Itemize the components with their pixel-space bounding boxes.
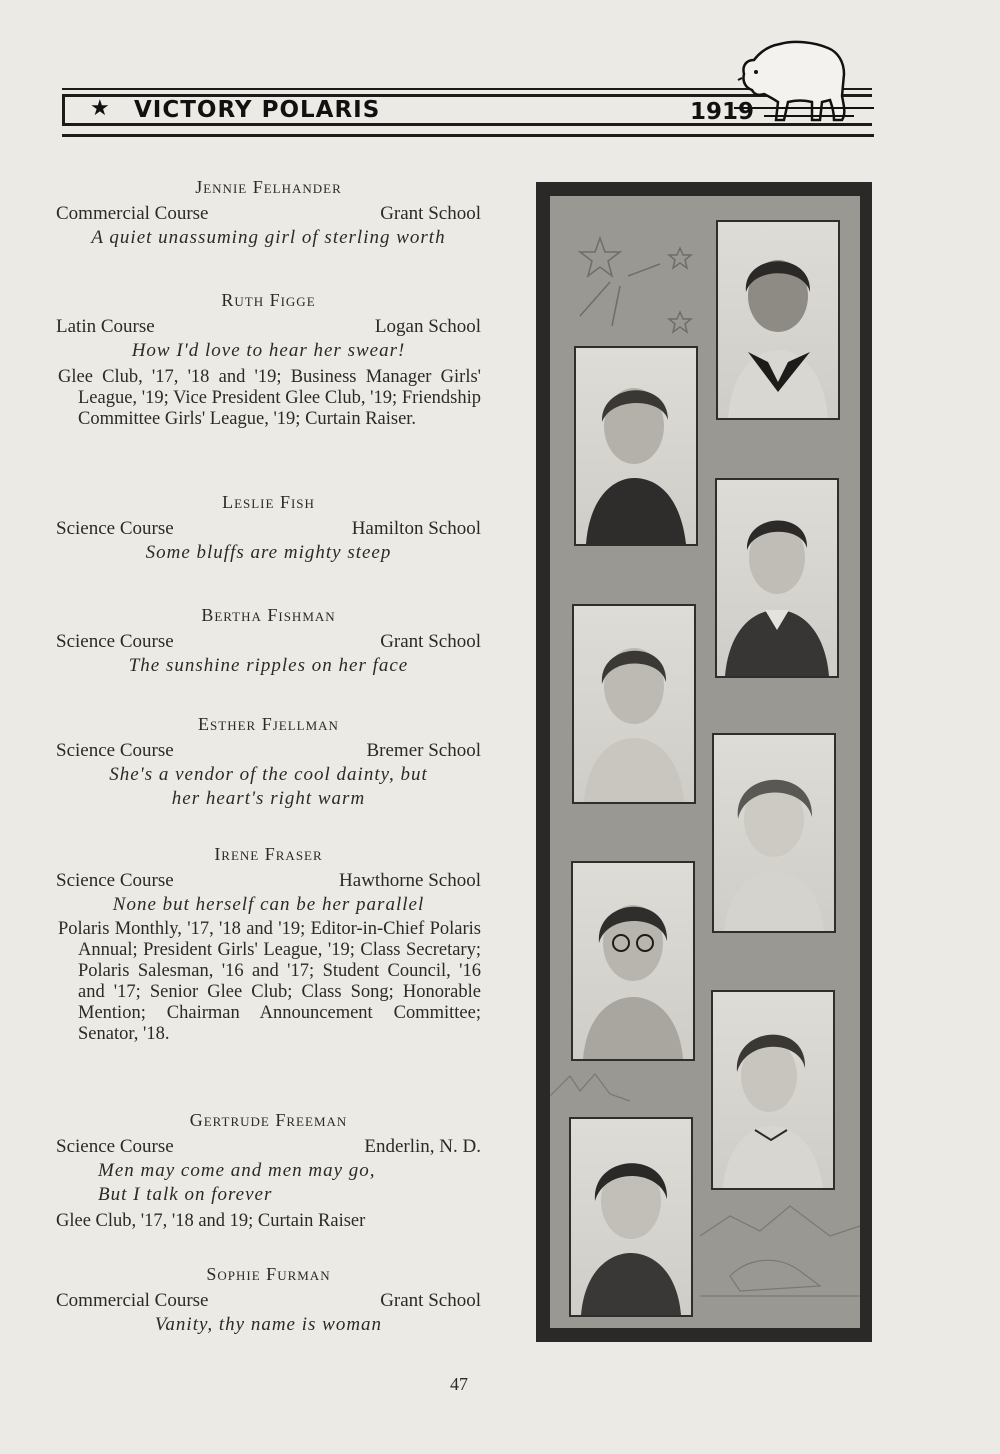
quote-line-2: But I talk on forever bbox=[98, 1184, 273, 1205]
course-school-row bbox=[56, 630, 481, 654]
quote-line-1: Men may come and men may go, bbox=[98, 1160, 376, 1181]
activities: Polaris Monthly, '17, '18 and '19; Editor-in-Chief Polaris Annual; President Girls' League, '19; Class Secretary; Polaris Salesman, '16 and '17; Student Council, '16 and '17; Senior Glee Club; Class Song; Honorable Mention; Chairman Announcement Committee; Senator, '18. bbox=[58, 919, 481, 1044]
portrait-photo-6 bbox=[712, 733, 836, 933]
school: Grant School bbox=[380, 1290, 481, 1311]
course: Latin Course bbox=[56, 316, 155, 337]
polar-bear-icon bbox=[734, 36, 874, 136]
student-name: Jennie Felhander bbox=[195, 177, 342, 197]
quote: A quiet unassuming girl of sterling worth bbox=[91, 227, 446, 248]
entry-leslie-fish bbox=[56, 492, 481, 565]
student-name: Irene Fraser bbox=[214, 844, 323, 864]
entry-irene-fraser bbox=[56, 844, 481, 1045]
course-school-row bbox=[56, 739, 481, 763]
student-name: Esther Fjellman bbox=[198, 714, 339, 734]
page-number: 47 bbox=[450, 1374, 468, 1394]
entry-jennie-felhander bbox=[56, 177, 481, 250]
quote-line-2: her heart's right warm bbox=[171, 788, 366, 809]
course: Commercial Course bbox=[56, 203, 209, 224]
course: Science Course bbox=[56, 740, 174, 761]
school: Logan School bbox=[374, 316, 481, 337]
course: Science Course bbox=[56, 870, 174, 891]
portrait-photo-3 bbox=[572, 604, 696, 804]
course: Commercial Course bbox=[56, 1290, 209, 1311]
course: Science Course bbox=[56, 518, 174, 539]
entry-bertha-fishman bbox=[56, 605, 481, 678]
school: Grant School bbox=[380, 631, 481, 652]
quote: None but herself can be her parallel bbox=[112, 894, 425, 915]
course: Science Course bbox=[56, 1136, 174, 1157]
student-name: Ruth Figge bbox=[221, 290, 316, 310]
activities: Glee Club, '17, '18 and 19; Curtain Raiser bbox=[56, 1211, 366, 1231]
course-school-row bbox=[56, 1135, 481, 1159]
quote: Some bluffs are mighty steep bbox=[145, 542, 392, 563]
portrait-photo-4 bbox=[715, 478, 839, 678]
portrait-photo-1 bbox=[574, 346, 698, 546]
entry-gertrude-freeman bbox=[56, 1110, 481, 1232]
entry-esther-fjellman bbox=[56, 714, 481, 811]
course-school-row bbox=[56, 315, 481, 339]
school: Hamilton School bbox=[351, 518, 481, 539]
quote: How I'd love to hear her swear! bbox=[131, 340, 406, 361]
entry-ruth-figge bbox=[56, 290, 481, 430]
course-school-row bbox=[56, 869, 481, 893]
course: Science Course bbox=[56, 631, 174, 652]
course-school-row bbox=[56, 517, 481, 541]
course-school-row bbox=[56, 202, 481, 226]
student-name: Gertrude Freeman bbox=[189, 1110, 348, 1130]
stars-decoration bbox=[580, 238, 691, 332]
header-title: VICTORY POLARIS bbox=[134, 97, 381, 123]
header-year: 1919 bbox=[690, 99, 755, 125]
portrait-photo-8 bbox=[711, 990, 835, 1190]
student-name: Sophie Furman bbox=[206, 1264, 331, 1284]
quote: The sunshine ripples on her face bbox=[128, 655, 409, 676]
quote: Vanity, thy name is woman bbox=[154, 1314, 383, 1335]
school: Enderlin, N. D. bbox=[364, 1136, 481, 1157]
star-icon: ★ bbox=[90, 96, 110, 121]
school: Grant School bbox=[380, 203, 481, 224]
portrait-photo-7 bbox=[569, 1117, 693, 1317]
entry-sophie-furman bbox=[56, 1264, 481, 1337]
school: Hawthorne School bbox=[339, 870, 481, 891]
course-school-row bbox=[56, 1289, 481, 1313]
quote-line-1: She's a vendor of the cool dainty, but bbox=[109, 764, 428, 785]
student-name: Leslie Fish bbox=[222, 492, 315, 512]
school: Bremer School bbox=[366, 740, 481, 761]
portrait-photo-5 bbox=[571, 861, 695, 1061]
activities: Glee Club, '17, '18 and '19; Business Manager Girls' League, '19; Vice President Glee Club, '19; Friendship Committee Girls' League, '19; Curtain Raiser. bbox=[58, 367, 481, 429]
portrait-photo-2 bbox=[716, 220, 840, 420]
student-name: Bertha Fishman bbox=[201, 605, 336, 625]
